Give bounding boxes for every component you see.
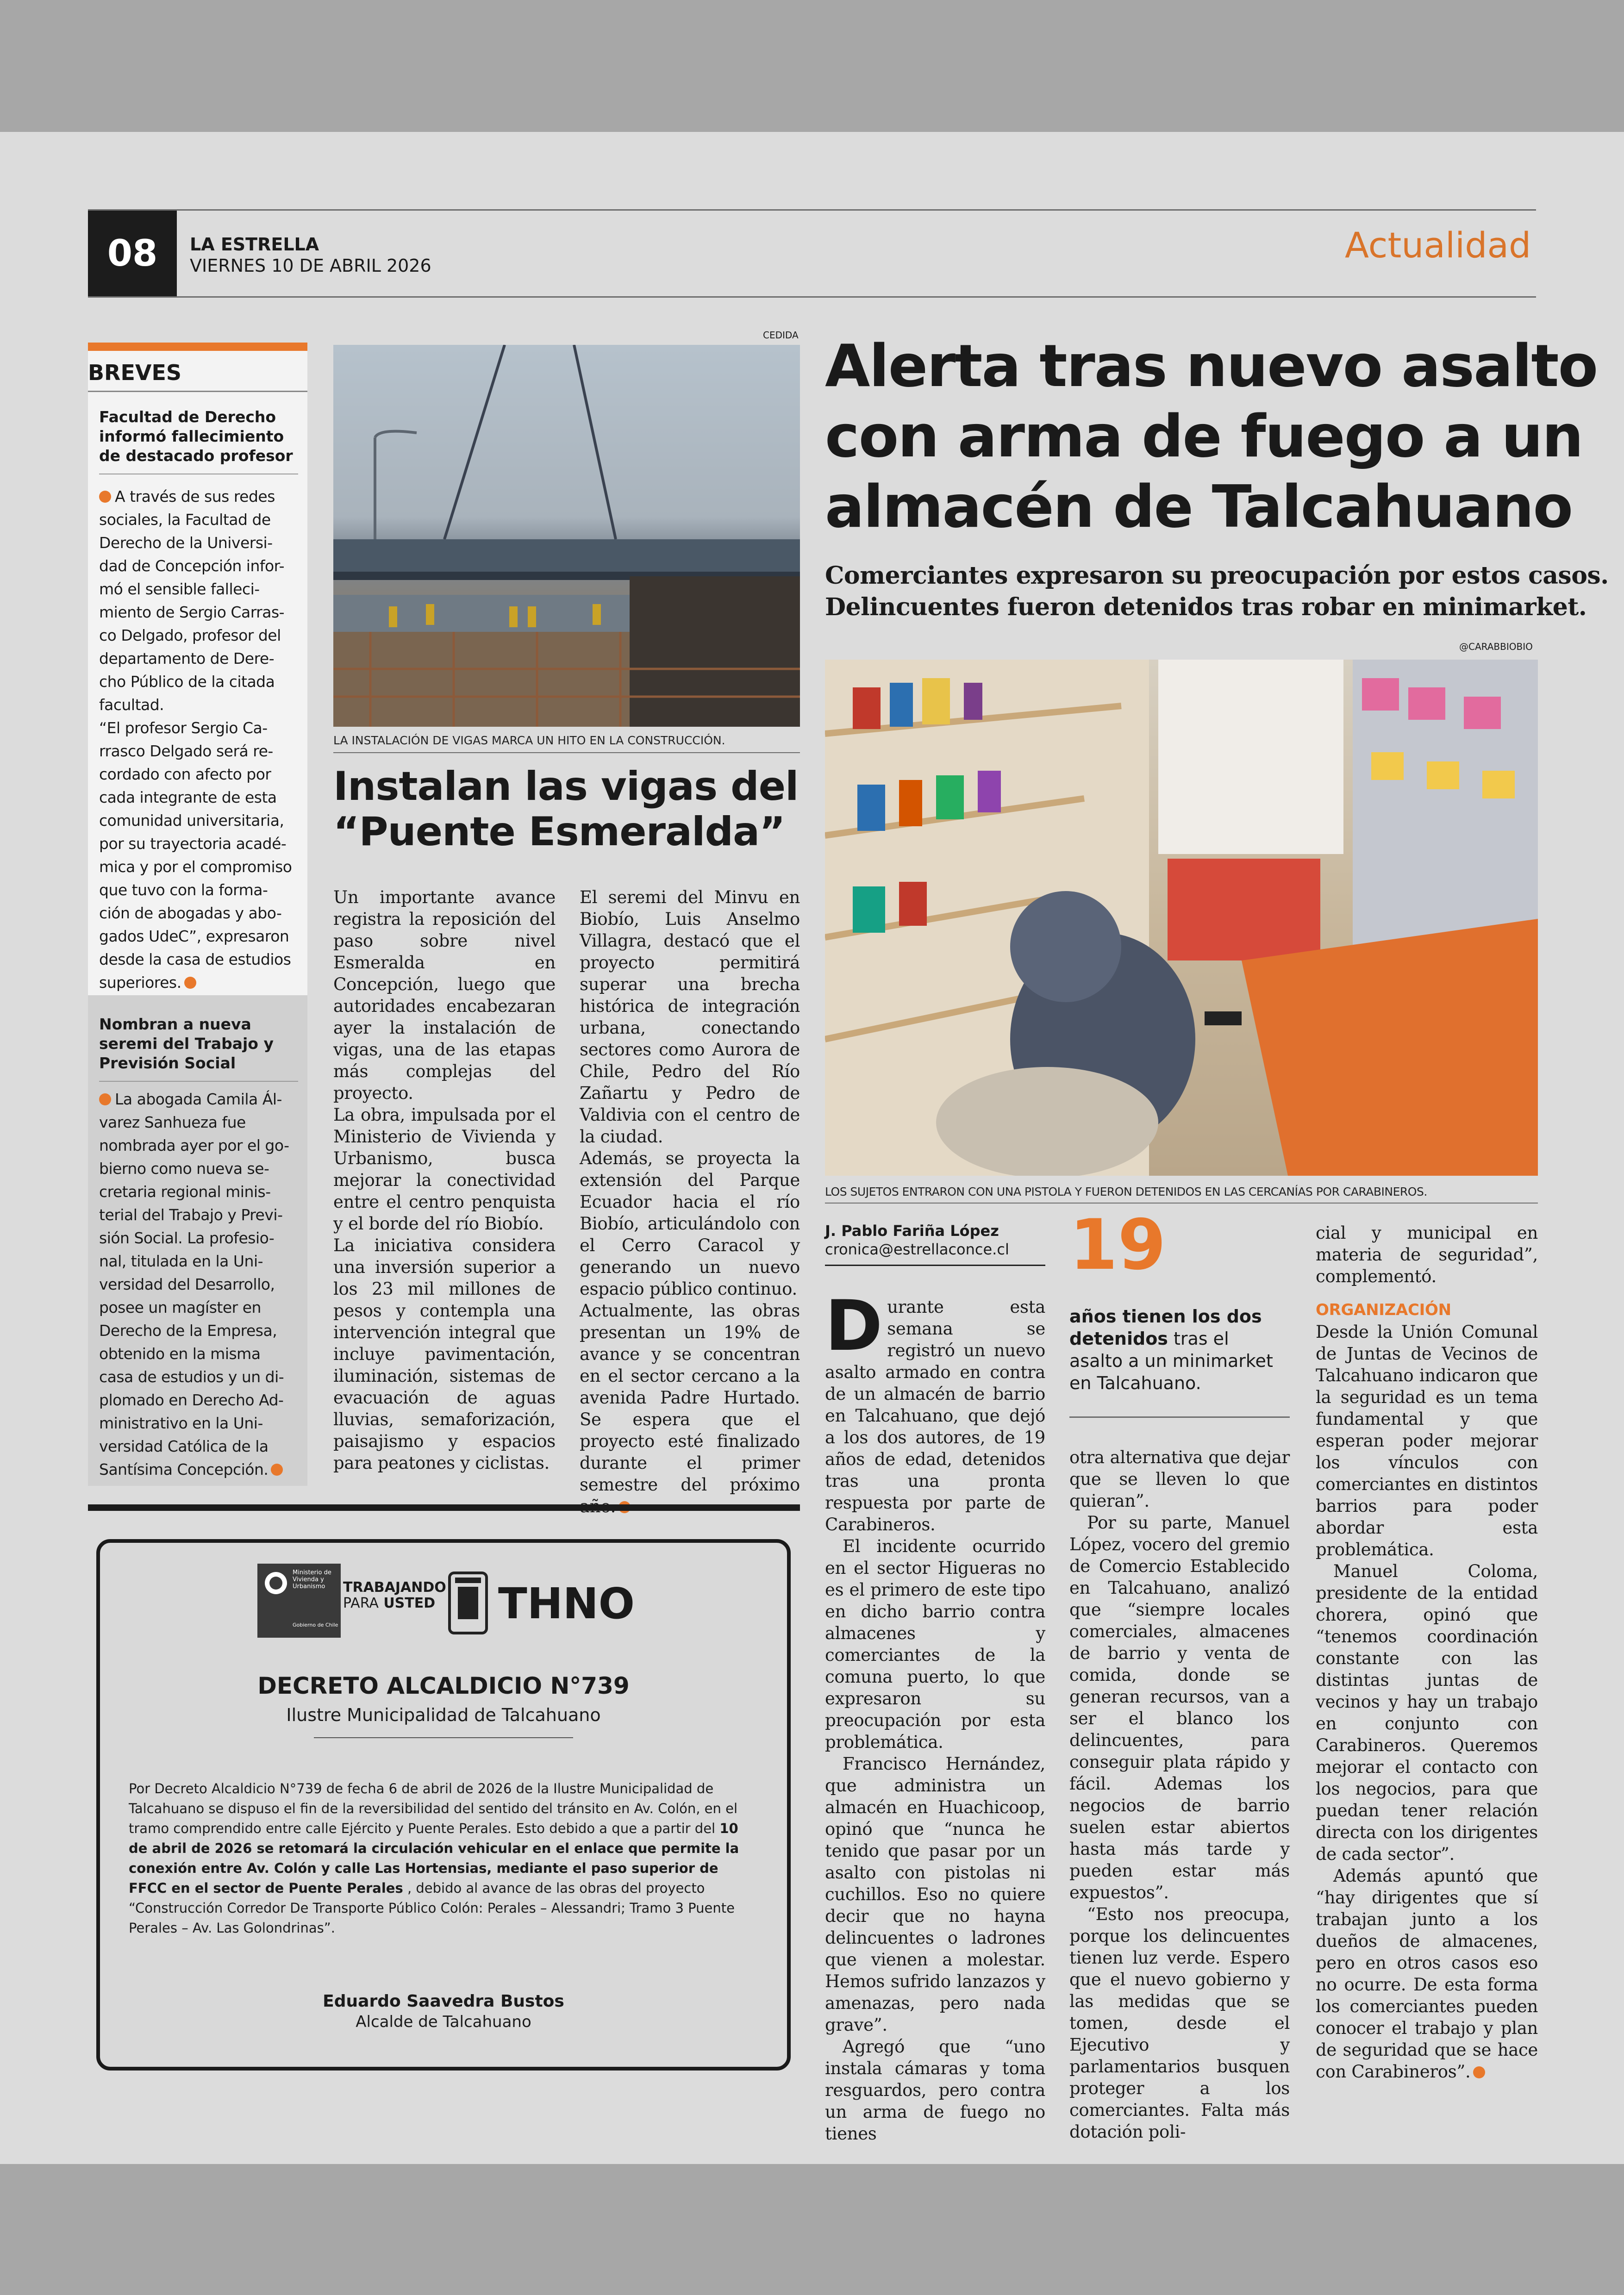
vigas-paragraph: La iniciativa considera una inversión superior a los 23 mil millones de pesos y contempla una intervención integral que incluye pavimentación, iluminación, sistemas de evacuación de aguas lluvias, semaforización, paisajismo y espacios para peatones y ciclistas. [333,1235,556,1473]
breve-2-line: plomado en Derecho Ad- [99,1391,284,1409]
main-headline-line: almacén de Talcahuano [825,473,1573,541]
header-bottom-rule [88,296,1536,298]
breve-1-line: dad de Concepción infor- [99,557,285,575]
main-paragraph: “Esto nos preocupa, porque los delincuentes tienen luz verde. Espero que el nuevo gobierno y las medidas que se tomen, desde el Ejecutivo y parlamentarios busquen proteger a los comerciantes. Falta más dotación poli- [1069,1904,1290,2142]
breve-2-line: sión Social. La profesio- [99,1229,275,1247]
main-deck-line: Comerciantes expresaron su preocupación por estos casos. [825,561,1609,590]
breve-1-line: gados UdeC”, expresaron [99,927,289,945]
ministry-line: Urbanismo [293,1583,325,1590]
publication-name: LA ESTRELLA [190,234,319,255]
main-paragraph: El incidente ocurrido en el sector Higueras no es el primero de este tipo en dicho barrio contra almacenes y comerciantes de la comuna puerto, lo que expresaron su preocupación por esta problemática. [825,1536,1045,1752]
stat-number: 19 [1069,1205,1166,1285]
vigas-column-2 [580,886,800,1517]
breve-2-line: obtenido en la misma [99,1345,261,1363]
breve-1-body [99,485,303,994]
end-mark-icon [1473,2066,1485,2078]
decree-signer: Eduardo Saavedra Bustos [323,1992,564,2011]
breve-2-title: Nombran a nueva seremi del Trabajo y Previsión Social [99,1015,274,1072]
author-name: J. Pablo Fariña López [825,1222,999,1240]
end-mark-icon [271,1464,283,1476]
breve-2-line: bierno como nueva se- [99,1160,269,1178]
decree-rule [314,1737,573,1738]
stat-text [1069,1305,1287,1394]
breve-1-line: sociales, la Facultad de [99,511,271,529]
breve-2-line: ministrativo en la Uni- [99,1414,263,1432]
header-top-rule [88,209,1536,211]
breve-2-line: nal, titulada en la Uni- [99,1252,263,1270]
vigas-photo-credit: CEDIDA [763,330,799,341]
decree-signer-role: Alcalde de Talcahuano [356,2013,531,2031]
breve-2-line: La abogada Camila Ál- [115,1090,282,1108]
breves-box-2 [88,995,307,1486]
decree-text: Por Decreto Alcaldicio N°739 de fecha 6 de abril de 2026 de la Ilustre Municipalidad de Talcahuano se dispuso el fin de la reversibilidad del sentido del tránsito en Av. Colón, en el tramo comprendido entre calle Ejército y Puente Perales. Esto debido a que a partir del [129,1781,738,1836]
breve-2-line: Santísima Concepción. [99,1460,269,1478]
main-headline [825,331,1597,542]
breve-1-line: que tuvo con la forma- [99,881,268,899]
decree-text-end: , debido al avance de las obras del proyecto “Construcción Corredor De Transporte Público Colón: Perales – Alessandri; Tramo 3 Puente Perales – Av. Las Golondrinas”. [129,1880,735,1936]
main-caption: LOS SUJETOS ENTRARON CON UNA PISTOLA Y FUERON DETENIDOS EN LAS CERCANÍAS POR CARABINEROS. [825,1185,1427,1198]
breve-1-line: desde la casa de estudios [99,950,291,968]
decree-notice [96,1539,791,2070]
breve-1-line: A través de sus redes [115,487,275,505]
main-paragraph: cial y municipal en materia de seguridad”, complementó. [1316,1223,1538,1286]
bullet-icon [99,491,111,503]
breve-1-line: mó el sensible falleci- [99,580,260,598]
vigas-rule [333,752,800,753]
vigas-caption: LA INSTALACIÓN DE VIGAS MARCA UN HITO EN LA CONSTRUCCIÓN. [333,734,725,747]
vigas-paragraph: La obra, impulsada por el Ministerio de Vivienda y Urbanismo, busca mejorar la conectividad entre el centro penquista y el borde del río Biobío. [333,1105,556,1234]
main-paragraph: urante esta semana se registró un nuevo asalto armado en contra de un almacén de barrio en Talcahuano, que dejó a los dos autores, de 19 años de edad, detenidos tras una pronta respuesta por parte de Carabineros. [825,1297,1045,1534]
main-column-1 [825,1286,1045,2145]
breve-2-body [99,1088,303,1481]
main-headline-line: con arma de fuego a un [825,402,1583,470]
main-paragraph: Agregó que “uno instala cámaras y toma resguardos, pero contra un arma de fuego no tienes [825,2037,1045,2144]
stat-rule [1069,1416,1290,1418]
breve-1-line: Derecho de la Universi- [99,534,273,552]
vigas-column-1 [333,886,556,1474]
slogan-line: USTED [383,1595,436,1611]
breve-1-line: co Delgado, profesor del [99,626,281,644]
dropcap: D [825,1286,883,1366]
author-rule [825,1265,1045,1266]
bridge-illustration-icon [333,345,800,727]
breve-1-line: ción de abogadas y abo- [99,904,282,922]
section-label: Actualidad [1345,225,1531,266]
page-number: 08 [88,211,177,296]
decree-title: DECRETO ALCALDICIO N°739 [257,1672,630,1699]
breve-1-line: cho Público de la citada [99,673,275,691]
city-code: THNO [498,1579,635,1628]
breve-2-line: Derecho de la Empresa, [99,1322,277,1340]
ministry-emblem-icon [262,1569,290,1597]
decree-body [129,1779,760,1938]
decree-subtitle: Ilustre Municipalidad de Talcahuano [286,1705,601,1725]
vigas-headline-line: Instalan las vigas del [333,763,799,810]
section-divider [88,1504,800,1511]
robbery-photo [825,660,1538,1176]
breve-2-line: versidad del Desarrollo, [99,1275,275,1293]
breves-box [88,343,307,1001]
breve-1-line: facultad. [99,696,164,714]
vigas-paragraph: Un importante avance registra la reposición del paso sobre nivel Esmeralda en Concepción, luego que autoridades encabezaran ayer la instalación de vigas, una de las etapas más complejas del proyecto. [333,887,556,1103]
main-column-3 [1316,1222,1538,2083]
breve-1-line: cordado con afecto por [99,765,271,783]
vigas-headline [333,764,799,854]
main-headline-line: Alerta tras nuevo asalto [825,332,1598,400]
organizacion-subhead: ORGANIZACIÓN [1316,1301,1451,1319]
vigas-paragraph: El seremi del Minvu en Biobío, Luis Anselmo Villagra, destacó que el proyecto permitirá superar una brecha histórica de integración urbana, conectando sectores como Aurora de Chile, Pedro del Río Zañartu y Pedro de Valdivia con el centro de la ciudad. [580,887,800,1147]
breve-2-line: terial del Trabajo y Previ- [99,1206,283,1224]
main-paragraph: Desde la Unión Comunal de Juntas de Vecinos de Talcahuano indicaron que la seguridad es un tema fundamental y que esperan poder mejorar los vínculos con comerciantes en distintos barrios para poder abordar esta problemática. [1316,1322,1538,1559]
main-paragraph: Manuel Coloma, presidente de la entidad chorera, opinó que “tenemos coordinación constante con las distintas juntas de vecinos y hay un trabajo en conjunto con Carabineros. Queremos mejorar el contacto con los negocios, para que puedan tener relación directa con los dirigentes de cada sector”. [1316,1561,1538,1864]
stat-bold: años tienen los dos detenidos [1069,1306,1262,1349]
bridge-construction-photo [333,345,800,727]
breve-2-line: posee un magíster en [99,1298,261,1316]
breve-2-line: versidad Católica de la [99,1437,269,1455]
breve-2-line: varez Sanhueza fue [99,1113,246,1131]
main-column-2 [1069,1447,1290,2143]
vigas-headline-line: “Puente Esmeralda” [333,809,785,855]
breves-label-text: BREVES [88,360,182,385]
slogan-line: TRABAJANDO [343,1579,446,1596]
ministry-logo [257,1564,341,1638]
breve-2-line: nombrada ayer por el go- [99,1136,289,1154]
store-robbery-illustration-icon [825,660,1538,1176]
gov-label: Gobierno de Chile [293,1622,338,1628]
breves-label [88,360,307,385]
main-paragraph: Francisco Hernández, que administra un almacén en Huachicoop, opinó que “nunca he tenido que pasar por un asalto con pistolas ni cuchillos. Eso no quiere decir que no hayna delincuentes o ladrones que vienen a molestar. Hemos sufrido lanzazos y amenazas, pero nada grave”. [825,1754,1045,2035]
ministry-line: Vivienda y [293,1576,324,1583]
breve-1-line: mica y por el compromiso [99,858,292,876]
ministry-name [293,1569,331,1590]
breve-1-line: rrasco Delgado será re- [99,742,273,760]
breve-2-rule [99,1081,298,1082]
breve-1-line: comunidad universitaria, [99,811,284,829]
breve-1-title: Facultad de Derecho informó fallecimiento de destacado profesor [99,408,293,465]
ministry-line: Ministerio de [293,1569,331,1576]
breve-1-line: cada integrante de esta [99,788,277,806]
author-email: cronica@estrellaconce.cl [825,1241,1009,1258]
slogan-line: PARA [343,1595,379,1611]
decree-bold-text: 10 de abril de 2026 se retomará la circulación vehicular en el enlace que permite la conexión entre Av. Colón y calle Las Hortensias, mediante el paso superior de FFCC en el sector de Puente Perales [129,1821,739,1896]
breve-1-line: “El profesor Sergio Ca- [99,719,268,737]
main-deck [825,560,1609,623]
talcahuano-crest-icon [445,1568,491,1638]
main-caption-rule [825,1203,1538,1204]
breve-1-line: departamento de Dere- [99,649,275,667]
main-paragraph: Además apuntó que “hay dirigentes que sí trabajan junto a los dueños de almacenes, pero en otros casos eso no ocurre. De esta forma los comerciantes pueden conocer el trabajo y plan de seguridad que se hace con Carabineros”. [1316,1866,1538,2082]
main-deck-line: Delincuentes fueron detenidos tras robar en minimarket. [825,593,1587,621]
slogan [343,1580,446,1611]
bullet-icon [99,1093,111,1105]
main-paragraph: Por su parte, Manuel López, vocero del gremio de Comercio Establecido en Talcahuano, analizó que “siempre locales comerciales, almacenes de barrio y venta de comida, donde se generan recursos, van a ser el blanco los delincuentes, para conseguir plata rápido y fácil. Ademas los negocios de barrio suelen estar abiertos hasta más tarde y pueden estar más expuestos”. [1069,1513,1290,1902]
main-photo-credit: @CARABBIOBIO [1459,641,1533,652]
breve-2-line: cretaria regional minis- [99,1183,271,1201]
vigas-paragraph: Además, se proyecta la extensión del Parque Ecuador hacia el río Biobío, articulándolo con el Cerro Caracol y generando un nuevo espacio público continuo. [580,1148,800,1299]
vigas-paragraph: Actualmente, las obras presentan un 19% de avance y se concentran en el sector cercano a la avenida Padre Hurtado. Se espera que el proyecto esté finalizado durante el primer semestre del próximo [580,1301,800,1495]
publication-date: VIERNES 10 DE ABRIL 2026 [190,256,431,276]
breve-2-line: casa de estudios y un di- [99,1368,284,1386]
breve-1-line: miento de Sergio Carras- [99,603,285,621]
end-mark-icon [184,977,196,989]
breve-1-line: por su trayectoria acadé- [99,835,287,853]
breves-rule [88,391,307,392]
main-paragraph: otra alternativa que dejar que se lleven lo que quieran”. [1069,1447,1290,1511]
stat-rest: tras el asalto a un minimarket en Talcahuano. [1069,1328,1273,1393]
breve-1-line: superiores. [99,973,181,992]
